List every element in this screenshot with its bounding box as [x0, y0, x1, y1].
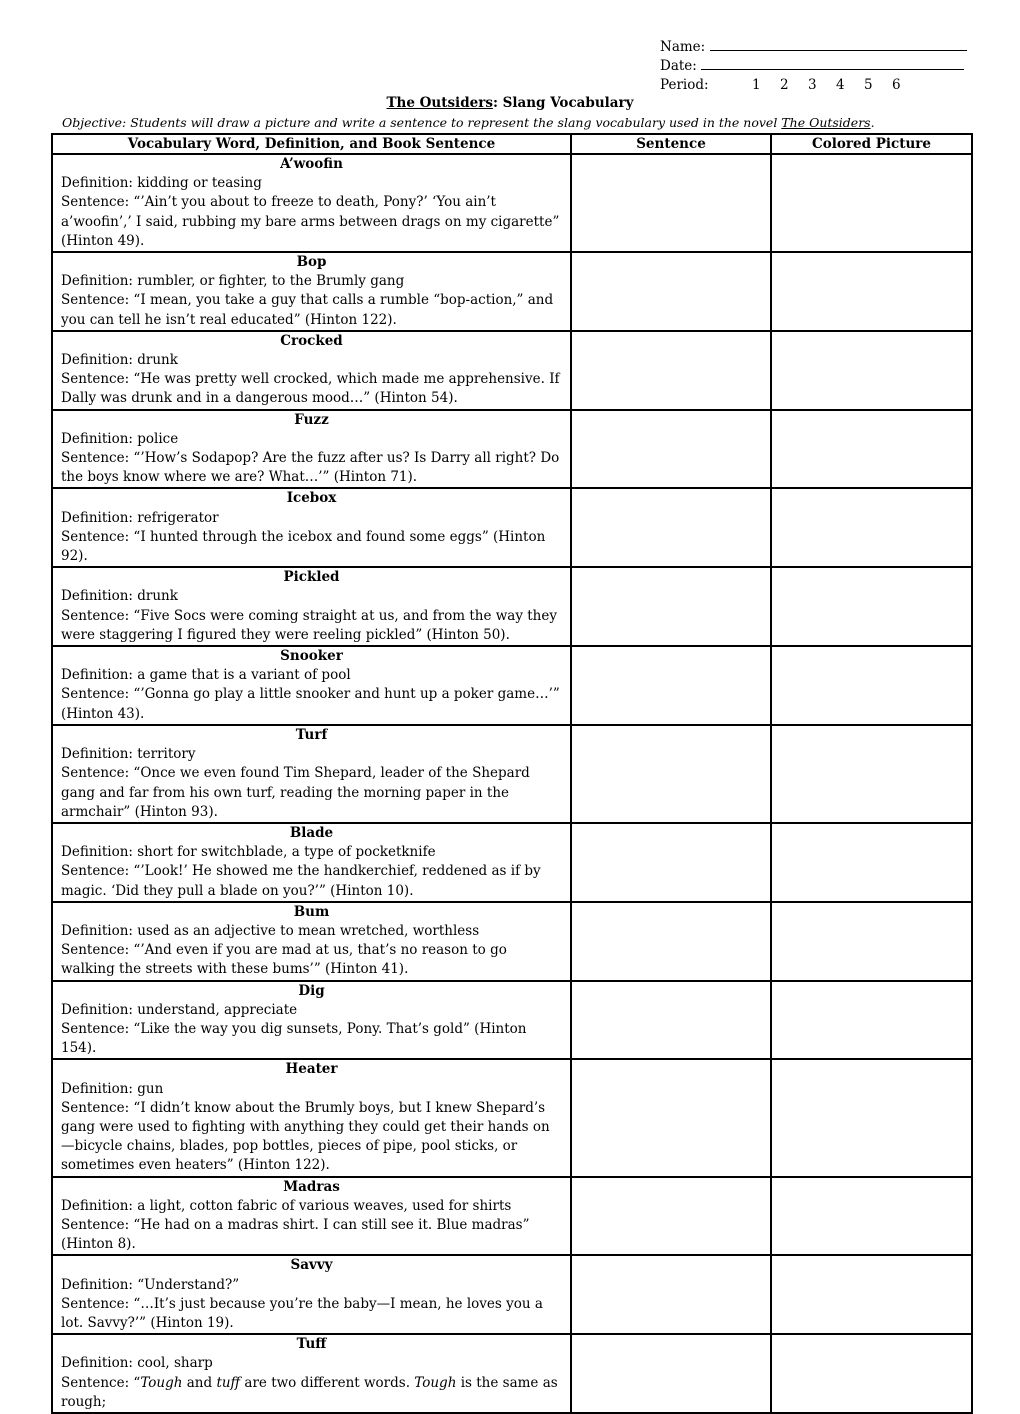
vocab-sentence: Sentence: “He was pretty well crocked, which made me apprehensive. If Dally was drunk and in a dangerous mood…” (Hinton 54). — [61, 371, 560, 407]
column-header-picture: Colored Picture — [771, 134, 972, 154]
colored-picture-cell[interactable] — [771, 1255, 972, 1334]
table-row — [52, 823, 972, 902]
vocab-definition: Definition: a light, cotton fabric of various weaves, used for shirts — [61, 1197, 512, 1214]
sentence-part: Tough — [414, 1374, 457, 1391]
date-line[interactable] — [701, 57, 964, 70]
vocabulary-cell — [52, 725, 571, 823]
student-sentence-cell[interactable] — [571, 902, 771, 981]
colored-picture-cell[interactable] — [771, 725, 972, 823]
vocabulary-cell — [52, 823, 571, 902]
vocab-definition: Definition: police — [61, 430, 179, 447]
vocab-definition: Definition: understand, appreciate — [61, 1001, 298, 1018]
sentence-part: are two different words. — [240, 1374, 415, 1391]
vocab-word: Turf — [295, 726, 328, 743]
colored-picture-cell[interactable] — [771, 488, 972, 567]
table-row — [52, 488, 972, 567]
colored-picture-cell[interactable] — [771, 1059, 972, 1176]
vocabulary-cell — [52, 567, 571, 646]
table-row — [52, 252, 972, 331]
vocab-sentence: Sentence: “…It’s just because you’re the baby—I mean, he loves you a lot. Savvy?’” (Hinton 19). — [61, 1295, 543, 1331]
vocab-sentence: Sentence: “I hunted through the icebox and found some eggs” (Hinton 92). — [61, 528, 546, 565]
vocab-word: Crocked — [280, 332, 343, 349]
student-sentence-cell[interactable] — [571, 488, 771, 567]
student-sentence-cell[interactable] — [571, 567, 771, 646]
name-label: Name: — [660, 39, 706, 55]
vocab-definition: Definition: drunk — [61, 588, 178, 605]
vocab-definition: Definition: used as an adjective to mean wretched, worthless — [61, 922, 480, 939]
student-sentence-cell[interactable] — [571, 646, 771, 725]
student-sentence-cell[interactable] — [571, 1255, 771, 1334]
vocab-sentence: Sentence: “’Ain’t you about to freeze to death, Pony?’ ‘You ain’t a’woofin’,’ I said, rubbing my bare arms between drags on my cigarette” (Hinton 49). — [61, 194, 560, 249]
vocab-definition: Definition: drunk — [61, 352, 178, 369]
vocabulary-cell — [52, 646, 571, 725]
vocab-word: Icebox — [286, 490, 337, 507]
title-rest: : Slang Vocabulary — [492, 95, 634, 111]
vocabulary-cell — [52, 1177, 571, 1256]
vocab-word: Madras — [283, 1178, 340, 1195]
vocab-sentence: Sentence: “Like the way you dig sunsets, Pony. That’s gold” (Hinton 154). — [61, 1020, 527, 1057]
period-field — [660, 76, 920, 95]
name-field[interactable] — [660, 38, 967, 57]
objective-book: The Outsiders — [781, 115, 871, 130]
vocab-sentence: Sentence: “I didn’t know about the Brumly boys, but I knew Shepard’s gang were used to fighting with anything they could get their hands on—bicycle chains, blades, pop bottles, pieces of pipe, pool sticks, or sometimes even heaters” (Hinton 122). — [61, 1099, 550, 1174]
student-sentence-cell[interactable] — [571, 1177, 771, 1256]
student-sentence-cell[interactable] — [571, 154, 771, 252]
sentence-part: tuff — [216, 1374, 241, 1391]
title-book: The Outsiders — [386, 95, 493, 111]
vocab-sentence: Sentence: “He had on a madras shirt. I can still see it. Blue madras” (Hinton 8). — [61, 1216, 530, 1253]
table-row — [52, 410, 972, 489]
colored-picture-cell[interactable] — [771, 567, 972, 646]
student-sentence-cell[interactable] — [571, 823, 771, 902]
student-sentence-cell[interactable] — [571, 331, 771, 410]
vocabulary-cell — [52, 902, 571, 981]
student-sentence-cell[interactable] — [571, 1059, 771, 1176]
colored-picture-cell[interactable] — [771, 1177, 972, 1256]
table-row — [52, 567, 972, 646]
objective-text: Objective: Students will draw a picture and write a sentence to represent the slang vocabulary used in the novel — [62, 115, 782, 130]
table-row — [52, 1059, 972, 1176]
colored-picture-cell[interactable] — [771, 646, 972, 725]
table-row — [52, 902, 972, 981]
sentence-part: Tough — [140, 1374, 183, 1391]
colored-picture-cell[interactable] — [771, 1334, 972, 1413]
period-option[interactable]: 3 — [808, 77, 817, 93]
vocabulary-cell — [52, 331, 571, 410]
vocab-sentence: Sentence: “’Gonna go play a little snooker and hunt up a poker game…’” (Hinton 43). — [61, 686, 560, 722]
vocab-definition: Definition: gun — [61, 1080, 164, 1097]
vocab-definition: Definition: refrigerator — [61, 509, 219, 526]
sentence-part: is the same as rough; — [61, 1374, 558, 1410]
vocabulary-cell — [52, 154, 571, 252]
table-row — [52, 1334, 972, 1413]
table-row — [52, 725, 972, 823]
page-title — [0, 95, 1020, 111]
vocab-definition: Definition: short for switchblade, a type of pocketknife — [61, 844, 436, 861]
vocab-definition: Definition: kidding or teasing — [61, 175, 262, 192]
vocab-definition: Definition: territory — [61, 746, 196, 763]
colored-picture-cell[interactable] — [771, 410, 972, 489]
vocabulary-cell — [52, 488, 571, 567]
colored-picture-cell[interactable] — [771, 154, 972, 252]
colored-picture-cell[interactable] — [771, 252, 972, 331]
vocab-sentence: Sentence: “Five Socs were coming straight at us, and from the way they were staggering I figured they were reeling pickled” (Hinton 50). — [61, 607, 557, 643]
vocab-word: A’woofin — [280, 156, 343, 172]
table-row — [52, 154, 972, 252]
vocab-word: Bop — [296, 254, 327, 271]
period-label: Period: — [660, 77, 709, 93]
vocabulary-cell — [52, 410, 571, 489]
vocab-sentence: Sentence: “’Look!’ He showed me the handkerchief, reddened as if by magic. ‘Did they pull a blade on you?’” (Hinton 10). — [61, 863, 541, 899]
objective — [62, 115, 875, 130]
colored-picture-cell[interactable] — [771, 331, 972, 410]
sentence-part: Sentence: “ — [61, 1374, 141, 1391]
table-row — [52, 1255, 972, 1334]
vocabulary-cell — [52, 981, 571, 1060]
vocab-word: Dig — [298, 982, 325, 999]
period-option[interactable]: 5 — [864, 77, 873, 93]
date-label: Date: — [660, 58, 697, 74]
table-row — [52, 981, 972, 1060]
colored-picture-cell[interactable] — [771, 902, 972, 981]
period-option[interactable]: 4 — [836, 77, 845, 93]
vocab-definition: Definition: a game that is a variant of pool — [61, 667, 351, 684]
colored-picture-cell[interactable] — [771, 981, 972, 1060]
table-row — [52, 1177, 972, 1256]
vocabulary-cell — [52, 1059, 571, 1176]
vocab-definition: Definition: cool, sharp — [61, 1355, 213, 1372]
period-option[interactable]: 6 — [892, 77, 901, 93]
name-line[interactable] — [710, 38, 967, 51]
vocab-word: Tuff — [296, 1336, 327, 1353]
vocabulary-table — [51, 133, 973, 1414]
student-sentence-cell[interactable] — [571, 252, 771, 331]
table-header-row — [52, 134, 972, 154]
period-option[interactable]: 2 — [780, 77, 789, 93]
vocab-word: Blade — [289, 824, 334, 841]
vocab-definition: Definition: “Understand?” — [61, 1276, 240, 1293]
vocab-word: Snooker — [280, 648, 343, 665]
vocab-definition: Definition: rumbler, or fighter, to the Brumly gang — [61, 273, 405, 290]
vocab-word: Heater — [285, 1061, 338, 1078]
period-option[interactable]: 1 — [752, 77, 761, 93]
vocab-sentence: Sentence: “I mean, you take a guy that calls a rumble “bop-action,” and you can tell he isn’t real educated” (Hinton 122). — [61, 292, 554, 328]
sentence-part: and — [182, 1374, 217, 1391]
vocab-word: Fuzz — [294, 411, 329, 428]
student-sentence-cell[interactable] — [571, 981, 771, 1060]
table-row — [52, 331, 972, 410]
vocabulary-cell — [52, 1334, 571, 1413]
student-sentence-cell[interactable] — [571, 410, 771, 489]
vocab-word: Bum — [293, 903, 330, 920]
vocab-sentence: Sentence: “’How’s Sodapop? Are the fuzz after us? Is Darry all right? Do the boys know where we are? What…’” (Hinton 71). — [61, 450, 560, 486]
vocab-sentence: Sentence: “Once we even found Tim Shepard, leader of the Shepard gang and far from his own turf, reading the morning paper in the armchair” (Hinton 93). — [61, 765, 530, 820]
student-sentence-cell[interactable] — [571, 1334, 771, 1413]
column-header-vocabulary: Vocabulary Word, Definition, and Book Sentence — [52, 134, 571, 154]
table-row — [52, 646, 972, 725]
colored-picture-cell[interactable] — [771, 823, 972, 902]
column-header-sentence: Sentence — [571, 134, 771, 154]
student-sentence-cell[interactable] — [571, 725, 771, 823]
vocabulary-cell — [52, 1255, 571, 1334]
vocab-word: Pickled — [283, 569, 340, 586]
date-field[interactable] — [660, 57, 964, 76]
vocabulary-cell — [52, 252, 571, 331]
vocab-sentence — [61, 1374, 562, 1412]
vocab-sentence: Sentence: “’And even if you are mad at us, that’s no reason to go walking the streets with these bums’” (Hinton 41). — [61, 942, 507, 978]
vocab-word: Savvy — [290, 1257, 333, 1274]
objective-end: . — [870, 115, 875, 130]
